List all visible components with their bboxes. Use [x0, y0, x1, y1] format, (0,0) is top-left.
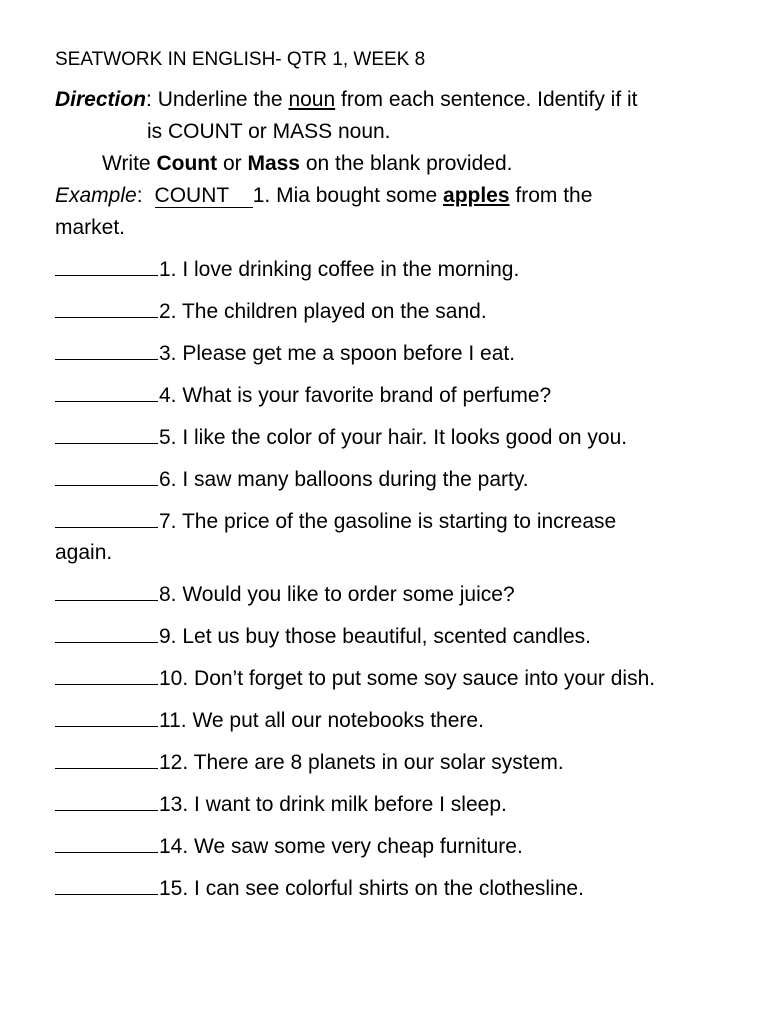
item-14 [55, 831, 745, 863]
direction-colon: : [146, 88, 152, 111]
item-text: 15. I can see colorful shirts on the clothesline. [159, 877, 584, 900]
worksheet-title: SEATWORK IN ENGLISH- QTR 1, WEEK 8 [55, 49, 426, 70]
answer-blank-2[interactable] [55, 297, 158, 318]
example-line [55, 180, 745, 212]
item-11 [55, 705, 745, 737]
noun-word: noun [288, 88, 336, 111]
item-3 [55, 338, 745, 370]
direction-label: Direction [55, 88, 147, 111]
answer-blank-13[interactable] [55, 790, 158, 811]
answer-blank-12[interactable] [55, 748, 158, 769]
item-text: 5. I like the color of your hair. It looks good on you. [159, 426, 628, 449]
mass-word: Mass [247, 152, 300, 175]
item-text: 9. Let us buy those beautiful, scented candles. [159, 625, 591, 648]
example-text-b: from the [509, 184, 593, 207]
item-text: 6. I saw many balloons during the party. [159, 468, 529, 491]
direction-line-2: is COUNT or MASS noun. [147, 120, 391, 143]
example-label: Example [55, 184, 137, 207]
item-15 [55, 873, 745, 905]
example-colon: : [136, 184, 143, 207]
count-word: Count [156, 152, 218, 175]
item-9 [55, 621, 745, 653]
answer-blank-14[interactable] [55, 832, 158, 853]
write-word: Write [102, 152, 157, 175]
example-noun: apples [443, 184, 510, 207]
answer-blank-9[interactable] [55, 622, 158, 643]
item-5 [55, 422, 745, 454]
or-word: or [217, 152, 248, 175]
item-text: 3. Please get me a spoon before I eat. [159, 342, 516, 365]
example-continuation: market. [55, 216, 126, 239]
item-2 [55, 296, 745, 328]
direction-text-a: Underline the [151, 88, 289, 111]
item-10 [55, 663, 745, 695]
item-7 [55, 506, 745, 569]
example-answer: COUNT [154, 184, 230, 207]
direction-text-b: from each sentence. Identify if it [335, 88, 638, 111]
answer-blank-4[interactable] [55, 381, 158, 402]
item-text: 10. Don’t forget to put some soy sauce into your dish. [159, 667, 656, 690]
item-12 [55, 747, 745, 779]
item-text: 1. I love drinking coffee in the morning. [159, 258, 520, 281]
answer-blank-1[interactable] [55, 255, 158, 276]
answer-blank-15[interactable] [55, 874, 158, 895]
direction-line-3-end: on the blank provided. [299, 152, 513, 175]
item-list [55, 254, 745, 905]
answer-blank-8[interactable] [55, 580, 158, 601]
worksheet [55, 46, 745, 915]
answer-blank-11[interactable] [55, 706, 158, 727]
item-13 [55, 789, 745, 821]
item-8 [55, 579, 745, 611]
item-text: 14. We saw some very cheap furniture. [159, 835, 523, 858]
answer-blank-10[interactable] [55, 664, 158, 685]
direction-line-3 [55, 148, 745, 180]
item-1 [55, 254, 745, 286]
answer-blank-3[interactable] [55, 339, 158, 360]
answer-blank-5[interactable] [55, 423, 158, 444]
item-text: 11. We put all our notebooks there. [159, 709, 484, 732]
example-text-a: 1. Mia bought some [252, 184, 444, 207]
item-text: 2. The children played on the sand. [159, 300, 487, 323]
item-4 [55, 380, 745, 412]
item-6 [55, 464, 745, 496]
item-text: 7. The price of the gasoline is starting to increase [159, 510, 617, 533]
answer-blank-7[interactable] [55, 507, 158, 528]
item-continuation: again. [55, 541, 113, 564]
example-answer-blank [155, 185, 253, 208]
item-text: 13. I want to drink milk before I sleep. [159, 793, 507, 816]
item-text: 8. Would you like to order some juice? [159, 583, 515, 606]
direction-line-1 [55, 84, 745, 116]
item-text: 4. What is your favorite brand of perfume? [159, 384, 552, 407]
item-text: 12. There are 8 planets in our solar system. [159, 751, 564, 774]
answer-blank-6[interactable] [55, 465, 158, 486]
